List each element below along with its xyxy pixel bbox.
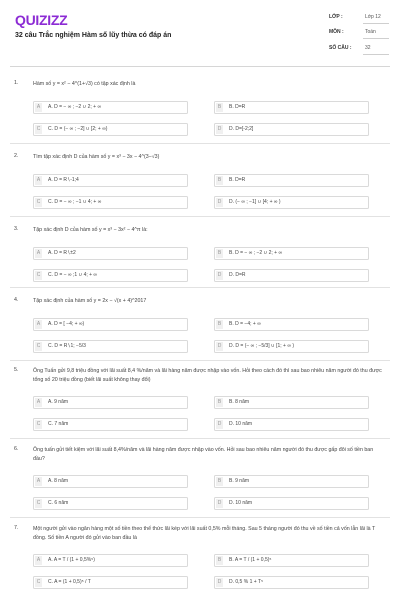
quizizz-logo: QUIZIZZ: [15, 12, 68, 28]
header-divider: [10, 66, 390, 67]
meta-subject: [329, 27, 389, 39]
question-text: Tập xác định D của hàm số y = x³ − 3x² − 4^π là:: [33, 227, 148, 233]
meta-value: Toán: [365, 29, 376, 35]
option-text: B. D = −4; + ∞: [229, 321, 261, 327]
question-number: 3.: [14, 226, 19, 232]
option-letter: D: [217, 500, 222, 506]
option-letter: D: [217, 421, 222, 427]
option-letter: B: [217, 478, 222, 484]
meta-value: 32: [365, 45, 371, 51]
option-a[interactable]: [33, 396, 188, 409]
option-b[interactable]: [214, 396, 369, 409]
option-d[interactable]: [214, 576, 369, 589]
option-text: B. A = T / (1 + 0,5)⁵: [229, 557, 272, 563]
option-letter: D: [217, 199, 222, 205]
question-number: 6.: [14, 446, 19, 452]
question-divider: [10, 216, 390, 217]
option-a[interactable]: [33, 554, 188, 567]
option-text: A. D = R∖-1;4: [48, 177, 79, 183]
option-text: C. D = − ∞ ; −1 ∪ 4; + ∞: [48, 199, 102, 205]
option-text: C. D = − ∞ ;1 ∪ 4; + ∞: [48, 272, 98, 278]
option-b[interactable]: [214, 101, 369, 114]
option-text: D. 10 năm: [229, 421, 253, 427]
question-divider: [10, 287, 390, 288]
question-text: Ông Tuấn gửi 9,8 triệu đồng với lãi suất 8,4 %/năm và lãi hàng năm được nhập vào vốn. Hỏi theo cách đó thì sau bao nhiêu năm người đó thu được tổng số 20 triệu đồng (biết lãi suất không thay đổi): [33, 368, 382, 383]
option-text: A. D = R∖±2: [48, 250, 76, 256]
option-text: B. D=R: [229, 104, 246, 110]
option-letter: A: [36, 399, 41, 405]
meta-count: [329, 43, 389, 55]
option-letter: C: [36, 126, 41, 132]
option-text: C. 6 năm: [48, 500, 69, 506]
page-header: [0, 0, 400, 66]
option-letter: C: [36, 272, 41, 278]
option-d[interactable]: [214, 340, 369, 353]
option-a[interactable]: [33, 247, 188, 260]
meta-grade: [329, 12, 389, 24]
meta-label: LỚP :: [329, 14, 343, 20]
option-letter: A: [36, 478, 41, 484]
option-text: D. 0,5 % 1 + T⁵: [229, 579, 264, 585]
option-c[interactable]: [33, 196, 188, 209]
option-letter: B: [217, 321, 222, 327]
option-letter: C: [36, 500, 41, 506]
option-d[interactable]: [214, 497, 369, 510]
option-text: D. D = (− ∞ ; −5/3] ∪ [1; + ∞ ): [229, 343, 294, 349]
option-letter: B: [217, 250, 222, 256]
option-c[interactable]: [33, 269, 188, 282]
meta-value: Lớp 12: [365, 14, 381, 20]
option-letter: B: [217, 177, 222, 183]
option-text: D. D=[-2;2]: [229, 126, 254, 132]
question-divider: [10, 360, 390, 361]
option-letter: A: [36, 250, 41, 256]
meta-label: SỐ CÂU :: [329, 45, 352, 51]
option-text: A. D = [ −4; + ∞): [48, 321, 85, 327]
option-text: C. A = (1 + 0,5)⁵ / T: [48, 579, 91, 585]
option-text: A. 8 năm: [48, 478, 69, 484]
option-text: A. D = − ∞ ; −2 ∪ 2; + ∞: [48, 104, 102, 110]
option-letter: C: [36, 343, 41, 349]
option-letter: C: [36, 421, 41, 427]
option-d[interactable]: [214, 418, 369, 431]
option-letter: D: [217, 126, 222, 132]
option-b[interactable]: [214, 247, 369, 260]
option-letter: A: [36, 177, 41, 183]
option-text: C. D = (− ∞ ; −2] ∪ [2; + ∞): [48, 126, 108, 132]
question-text: Hàm số y = x² − 4^(1+√3) có tập xác định là: [33, 81, 136, 87]
question-text: Tìm tập xác định D của hàm số y = x³ − 3x − 4^(3−√3): [33, 154, 160, 160]
option-letter: C: [36, 199, 41, 205]
option-c[interactable]: [33, 418, 188, 431]
question-number: 7.: [14, 525, 19, 531]
option-text: A. 9 năm: [48, 399, 69, 405]
option-d[interactable]: [214, 269, 369, 282]
option-a[interactable]: [33, 475, 188, 488]
option-text: C. D = R∖1; −5/3: [48, 343, 86, 349]
question-divider: [10, 517, 390, 518]
option-a[interactable]: [33, 174, 188, 187]
question-divider: [10, 143, 390, 144]
document-title: 32 câu Trắc nghiệm Hàm số lũy thừa có đáp án: [15, 32, 172, 39]
option-c[interactable]: [33, 576, 188, 589]
option-letter: B: [217, 104, 222, 110]
question-number: 1.: [14, 80, 19, 86]
meta-label: MÔN :: [329, 29, 344, 35]
option-text: C. 7 năm: [48, 421, 69, 427]
question-text: Một người gửi vào ngân hàng một số tiền theo thể thức lãi kép với lãi suất 0,5% mỗi tháng. Sau 5 tháng người đó thu về số tiền cả vốn lẫn lãi là T đồng. Số tiền A người đó gửi vào ban đầu là: [33, 526, 376, 541]
option-letter: B: [217, 557, 222, 563]
option-text: D. 10 năm: [229, 500, 253, 506]
option-c[interactable]: [33, 123, 188, 136]
option-a[interactable]: [33, 101, 188, 114]
option-text: A. A = T / (1 + 0,5%⁵): [48, 557, 95, 563]
option-letter: C: [36, 579, 41, 585]
option-text: D. D=R: [229, 272, 246, 278]
question-text: Tập xác định của hàm số y = 2x − √(x + 4)^2017: [33, 298, 147, 304]
option-text: D. (− ∞ ; −1] ∪ [4; + ∞ ): [229, 199, 281, 205]
option-a[interactable]: [33, 318, 188, 331]
option-b[interactable]: [214, 318, 369, 331]
question-text: Ông tuấn gửi tiết kiệm với lãi suất 8,4%/năm và lãi hàng năm được nhập vào vốn. Hỏi sau bao nhiêu năm người đó thu được gấp đôi số tiền ban đầu?: [33, 447, 374, 462]
option-letter: A: [36, 321, 41, 327]
option-letter: D: [217, 272, 222, 278]
option-letter: D: [217, 343, 222, 349]
option-c[interactable]: [33, 340, 188, 353]
question-number: 4.: [14, 297, 19, 303]
question-divider: [10, 438, 390, 439]
option-d[interactable]: [214, 123, 369, 136]
option-letter: B: [217, 399, 222, 405]
option-b[interactable]: [214, 174, 369, 187]
option-letter: A: [36, 104, 41, 110]
option-text: B. 8 năm: [229, 399, 250, 405]
option-b[interactable]: [214, 475, 369, 488]
option-b[interactable]: [214, 554, 369, 567]
question-number: 2.: [14, 153, 19, 159]
option-text: B. 9 năm: [229, 478, 250, 484]
option-letter: A: [36, 557, 41, 563]
option-text: B. D=R: [229, 177, 246, 183]
option-letter: D: [217, 579, 222, 585]
option-d[interactable]: [214, 196, 369, 209]
question-number: 5.: [14, 367, 19, 373]
option-c[interactable]: [33, 497, 188, 510]
option-text: B. D = − ∞ ; −2 ∪ 2; + ∞: [229, 250, 283, 256]
